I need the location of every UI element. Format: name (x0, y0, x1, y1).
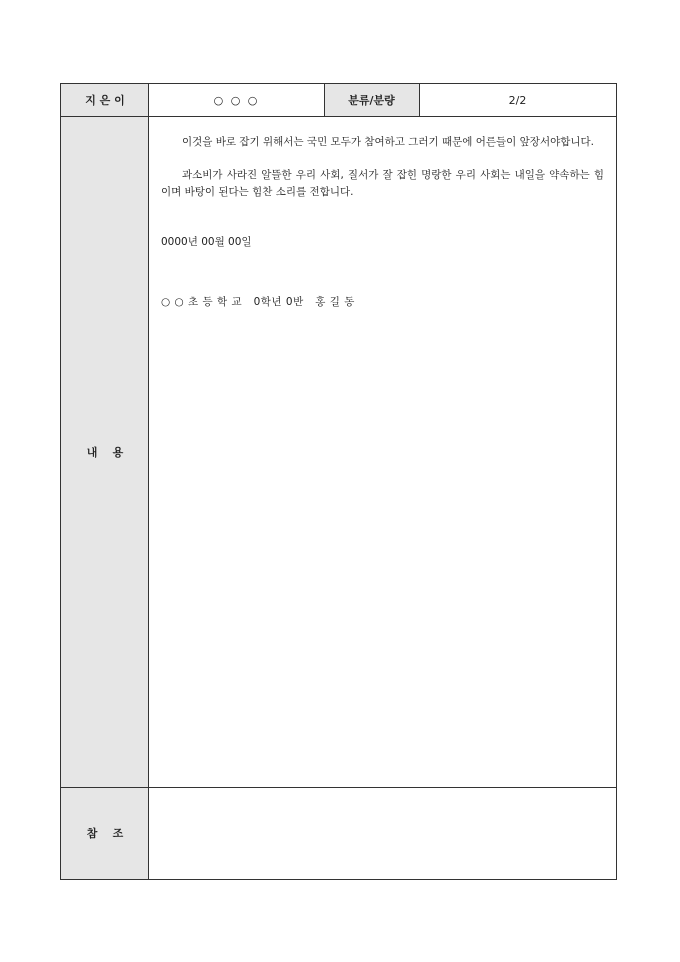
document-form (60, 83, 617, 880)
content-body (149, 116, 616, 787)
paragraph-2: 과소비가 사라진 알뜰한 우리 사회, 질서가 잘 잡힌 명랑한 우리 사회는 내일을 약속하는 힘이며 바탕이 된다는 힘찬 소리를 전합니다. (161, 169, 604, 198)
reference-value (149, 787, 616, 879)
divider (324, 84, 325, 116)
date-text: 0000년 00월 00일 (161, 236, 252, 248)
category-label: 분류/분량 (324, 84, 419, 116)
divider (148, 84, 149, 879)
category-value: 2/2 (508, 93, 527, 107)
author-value: ○ ○ ○ (213, 93, 260, 107)
reference-label: 참 조 (61, 787, 149, 879)
paragraph-1: 이것을 바로 잡기 위해서는 국민 모두가 참여하고 그러기 때문에 어른들이 앞장서야합니다. (182, 136, 595, 148)
author-label: 지 은 이 (61, 84, 149, 116)
divider (419, 84, 420, 116)
divider (61, 787, 616, 788)
signature-text: ○ ○ 초 등 학 교 0학년 0반 홍 길 동 (161, 296, 355, 308)
divider (61, 116, 616, 117)
content-label: 내 용 (61, 116, 149, 787)
